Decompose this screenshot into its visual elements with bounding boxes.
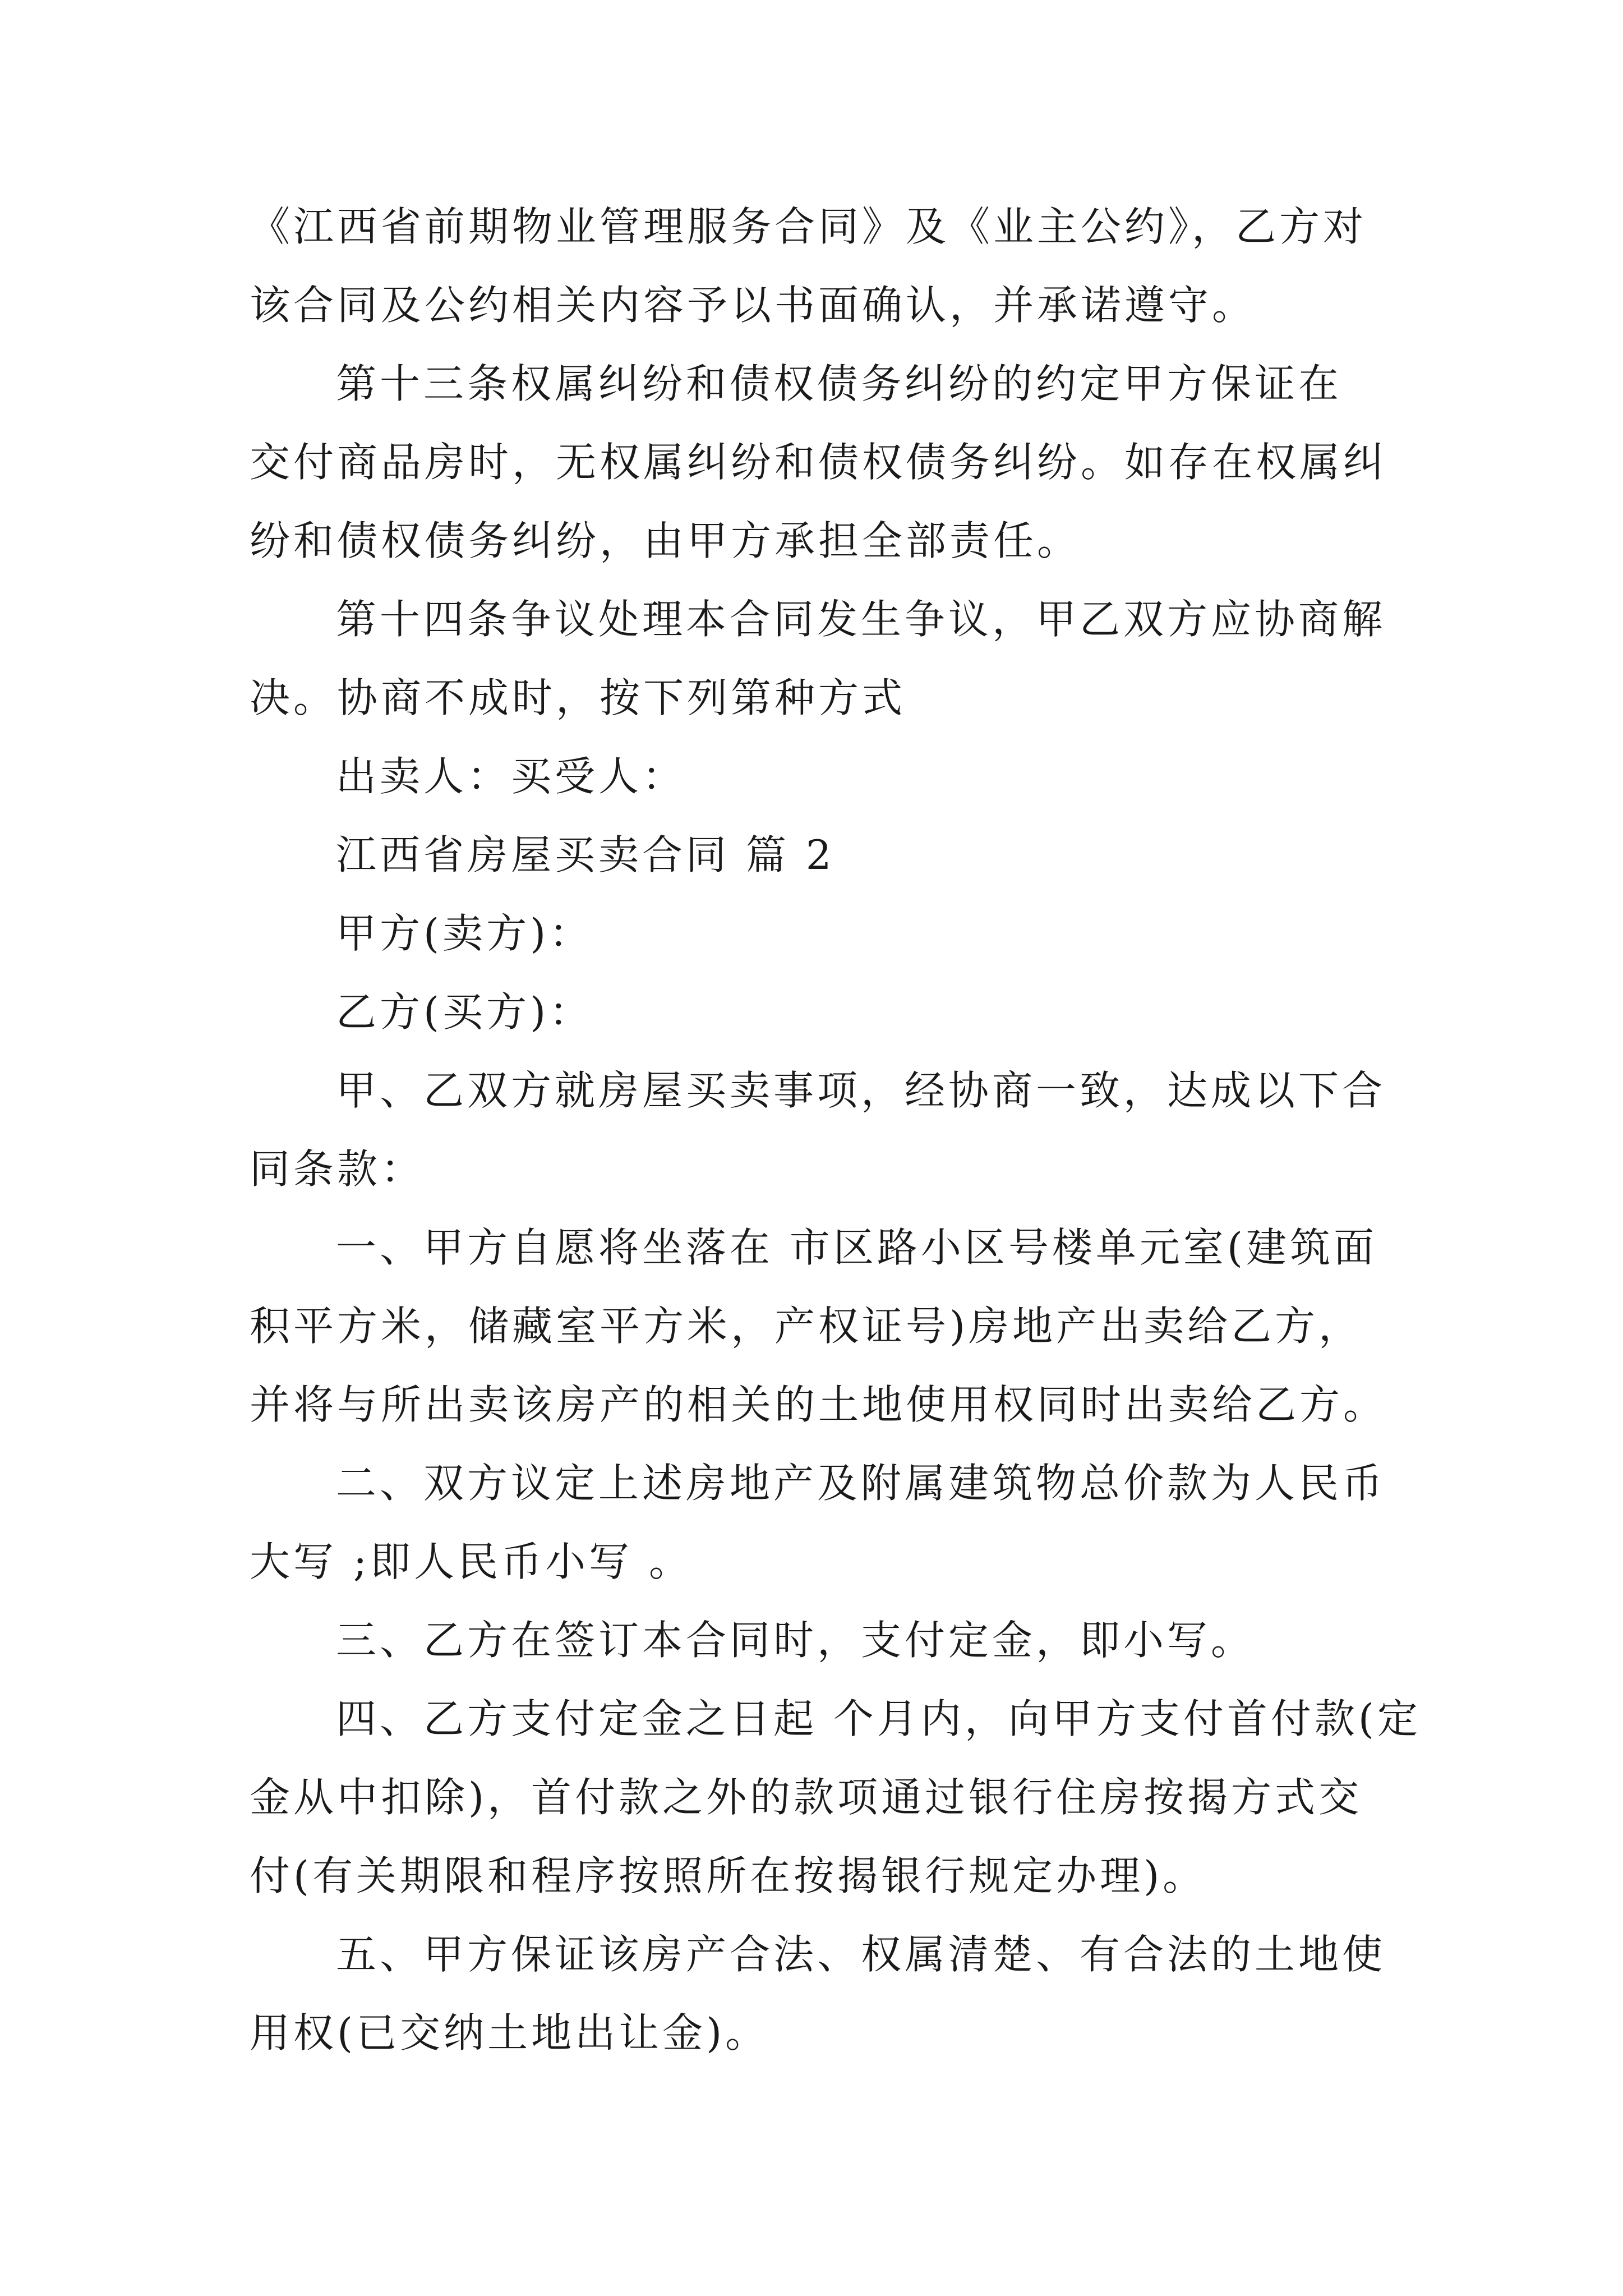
text-line: 第十四条争议处理本合同发生争议，甲乙双方应协商解 <box>336 596 1386 643</box>
text-line: 五、甲方保证该房产合法、权属清楚、有合法的土地使 <box>336 1931 1386 1978</box>
text-line: 纷和债权债务纠纷，由甲方承担全部责任。 <box>250 517 1081 564</box>
text-line: 付(有关期限和程序按照所在按揭银行规定办理)。 <box>250 1852 1207 1899</box>
text-line: 同条款： <box>250 1145 425 1193</box>
text-line: 四、乙方支付定金之日起 个月内，向甲方支付首付款(定 <box>336 1695 1421 1742</box>
text-line: 三、乙方在签订本合同时，支付定金，即小写。 <box>336 1617 1255 1664</box>
text-line: 并将与所出卖该房产的相关的土地使用权同时出卖给乙方。 <box>250 1381 1387 1428</box>
text-line: 甲、乙双方就房屋买卖事项，经协商一致，达成以下合 <box>336 1067 1386 1114</box>
text-line: 出卖人：买受人： <box>336 753 686 800</box>
text-line: 《江西省前期物业管理服务合同》及《业主公约》，乙方对 <box>250 203 1367 250</box>
text-line: 交付商品房时，无权属纠纷和债权债务纠纷。如存在权属纠 <box>250 439 1387 486</box>
text-line: 金从中扣除)，首付款之外的款项通过银行住房按揭方式交 <box>250 1774 1363 1821</box>
text-line: 积平方米，储藏室平方米，产权证号)房地产出卖给乙方， <box>250 1303 1363 1350</box>
text-line: 大写 ;即人民币小写 。 <box>250 1538 693 1585</box>
document-page <box>250 202 1421 2058</box>
text-line: 用权(已交纳土地出让金)。 <box>250 2009 769 2056</box>
text-line: 决。协商不成时，按下列第种方式 <box>250 674 906 721</box>
text-line: 该合同及公约相关内容予以书面确认，并承诺遵守。 <box>250 282 1256 329</box>
text-line: 一、甲方自愿将坐落在 市区路小区号楼单元室(建筑面 <box>336 1224 1377 1271</box>
section-heading: 江西省房屋买卖合同 篇 2 <box>336 831 835 878</box>
text-line: 乙方(买方)： <box>336 988 593 1036</box>
text-line: 第十三条权属纠纷和债权债务纠纷的约定甲方保证在 <box>336 360 1343 407</box>
text-line: 甲方(卖方)： <box>336 910 593 957</box>
text-line: 二、双方议定上述房地产及附属建筑物总价款为人民币 <box>336 1460 1386 1507</box>
